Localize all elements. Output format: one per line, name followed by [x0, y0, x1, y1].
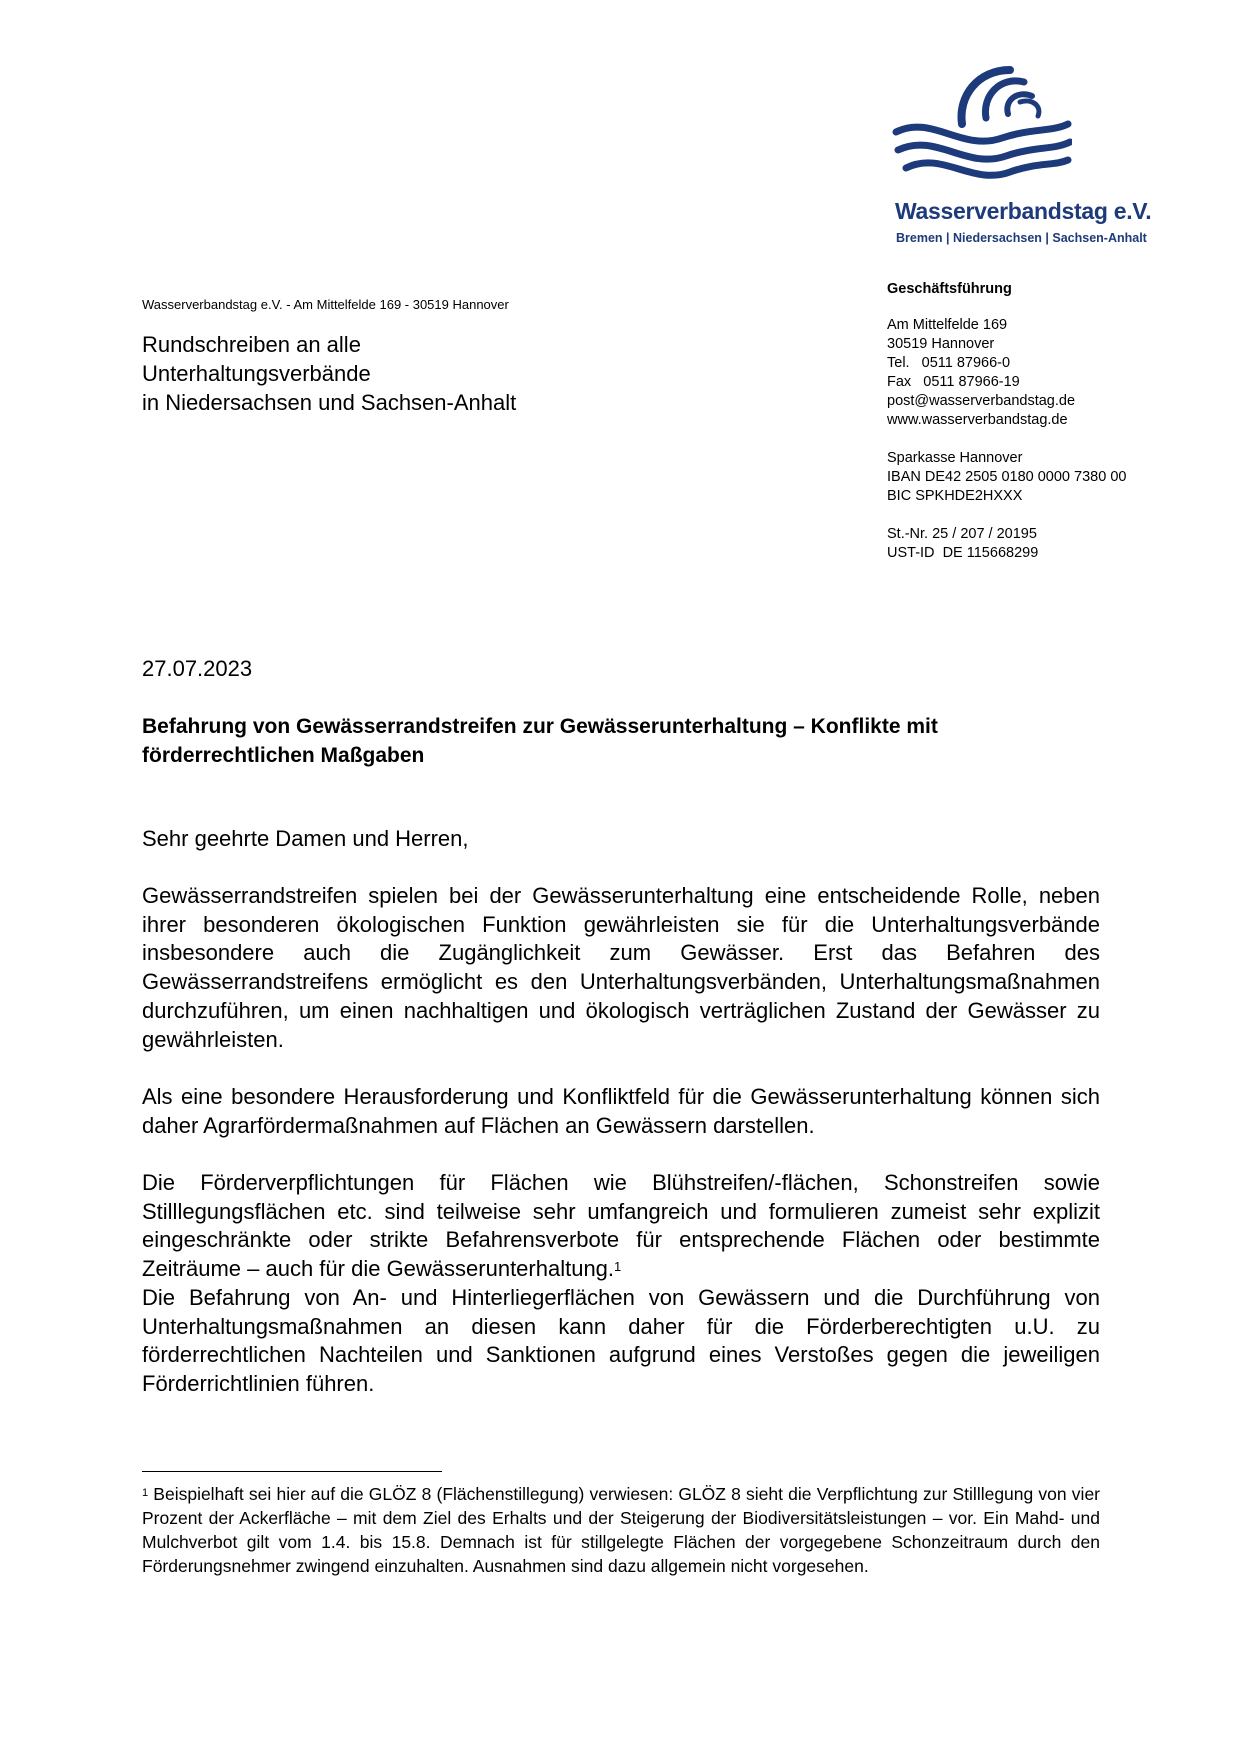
body-paragraph [142, 1169, 1100, 1284]
recipient-block [142, 330, 516, 417]
bank-bic: BIC SPKHDE2HXXX [887, 488, 1023, 504]
footnote-number: 1 [142, 1487, 149, 1499]
letter-subject: Befahrung von Gewässerrandstreifen zur Gewässerunterhaltung – Konflikte mit förderrechtlichen Maßgaben [142, 715, 938, 767]
contact-heading: Geschäftsführung [887, 281, 1012, 297]
bank-iban: IBAN DE42 2505 0180 0000 7380 00 [887, 469, 1127, 485]
tax-number: St.-Nr. 25 / 207 / 20195 [887, 526, 1037, 542]
contact-sidebar [887, 280, 1126, 563]
bank-name: Sparkasse Hannover [887, 450, 1023, 466]
body-paragraph: Gewässerrandstreifen spielen bei der Gewässerunterhaltung eine entscheidende Rolle, neben ihrer besonderen ökologischen Funktion gewährleisten sie für die Unterhaltungsverbände insbesondere auch die Zugänglichkeit zum Gewässer. Erst das Befahren des Gewässerrandstreifens ermöglicht es den Unterhaltungsverbänden, Unterhaltungsmaßnahmen durchzuführen, um einen nachhaltigen und ökologisch verträglichen Zustand der Gewässer zu gewährleisten. [142, 883, 1100, 1052]
contact-phone: Tel. 0511 87966-0 [887, 355, 1011, 371]
body-paragraph: Als eine besondere Herausforderung und Konfliktfeld für die Gewässerunterhaltung können sich daher Agrarfördermaßnahmen auf Flächen an Gewässern darstellen. [142, 1083, 1100, 1138]
letter-body [142, 882, 1100, 1399]
body-paragraph-text: Die Förderverpflichtungen für Flächen wie Blühstreifen/-flächen, Schonstreifen sowie Stilllegungsflächen etc. sind teilweise sehr umfangreich und formulieren zumeist sehr explizit eingeschränkte oder strikte Befahrensverbote für entsprechende Flächen oder bestimmte Zeiträume – auch für die Gewässerunterhaltung. [142, 1170, 1100, 1282]
organization-logo-icon [892, 62, 1072, 192]
organization-name: Wasserverbandstag e.V. [895, 198, 1152, 224]
contact-street: Am Mittelfelde 169 [887, 317, 1008, 333]
recipient-line: in Niedersachsen und Sachsen-Anhalt [142, 390, 517, 415]
footnote-reference[interactable]: 1 [614, 1259, 622, 1275]
organization-regions: Bremen | Niedersachsen | Sachsen-Anhalt [896, 231, 1147, 245]
letter-date: 27.07.2023 [142, 656, 253, 681]
sender-address-line: Wasserverbandstag e.V. - Am Mittelfelde 169 - 30519 Hannover [142, 297, 509, 312]
contact-email[interactable]: post@wasserverbandstag.de [887, 393, 1076, 409]
contact-fax: Fax 0511 87966-19 [887, 374, 1020, 390]
contact-website[interactable]: www.wasserverbandstag.de [887, 412, 1068, 428]
recipient-line: Unterhaltungsverbände [142, 361, 371, 386]
footnote [142, 1482, 1100, 1578]
letter-greeting: Sehr geehrte Damen und Herren, [142, 826, 469, 851]
spacer [887, 430, 1126, 449]
contact-city: 30519 Hannover [887, 336, 995, 352]
recipient-line: Rundschreiben an alle [142, 332, 361, 357]
footnote-divider [142, 1471, 442, 1472]
footnote-text: Beispielhaft sei hier auf die GLÖZ 8 (Flächenstillegung) verwiesen: GLÖZ 8 sieht die Verpflichtung zur Stilllegung von vier Prozent der Ackerfläche – mit dem Ziel des Erhalts und der Steigerung der Biodiversitätsleistungen – vor. Ein Mahd- und Mulchverbot gilt vom 1.4. bis 15.8. Demnach ist für stillgelegte Flächen der vorgegebene Schonzeitraum durch den Förderungsnehmer zwingend einzuhalten. Ausnahmen sind dazu allgemein nicht vorgesehen. [142, 1484, 1100, 1576]
body-paragraph: Die Befahrung von An- und Hinterliegerflächen von Gewässern und die Durchführung von Unterhaltungsmaßnahmen an diesen kann daher für die Förderberechtigten u.U. zu förderrechtlichen Nachteilen und Sanktionen aufgrund eines Verstoßes gegen die jeweiligen Förderrichtlinien führen. [142, 1284, 1100, 1396]
spacer [887, 506, 1126, 525]
vat-id: UST-ID DE 115668299 [887, 545, 1039, 561]
